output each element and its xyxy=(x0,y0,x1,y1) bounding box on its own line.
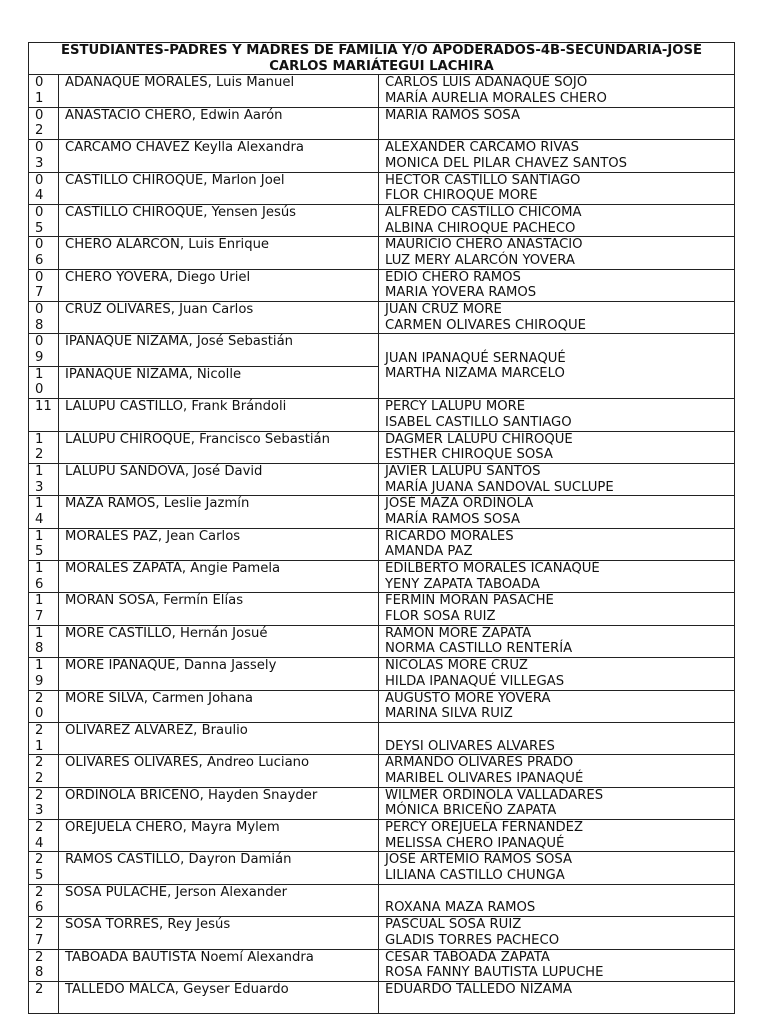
parent-name: EDUARDO TALLEDO NIZAMA xyxy=(385,981,573,997)
student-name xyxy=(59,334,379,366)
student-name xyxy=(59,172,379,204)
parent-name: MELISSA CHERO IPANAQUÉ xyxy=(385,835,565,851)
parent-name: MARÍA AURELIA MORALES CHERO xyxy=(385,91,607,107)
table-row xyxy=(29,496,735,528)
row-number xyxy=(29,496,59,528)
row-number-part: 7 xyxy=(35,609,44,625)
student-name-text: OLIVARES OLIVARES, Andreo Luciano xyxy=(65,755,310,771)
student-name xyxy=(59,561,379,593)
table-row xyxy=(29,140,735,172)
row-number xyxy=(29,334,59,366)
student-name-text: TABOADA BAUTISTA Noemí Alexandra xyxy=(65,949,314,965)
parents-names xyxy=(379,690,735,722)
row-number-part: 2 xyxy=(35,447,44,463)
row-number xyxy=(29,204,59,236)
parent-name: MARÍA JUANA SANDOVAL SUCLUPE xyxy=(385,479,614,495)
row-number-part: 3 xyxy=(35,479,44,495)
parent-name: MARÍA RAMOS SOSA xyxy=(385,107,521,123)
student-name xyxy=(59,949,379,981)
row-number-part: 0 xyxy=(35,172,44,188)
row-number-part: 5 xyxy=(35,220,44,236)
parent-name: HILDA IPANAQUÉ VILLEGAS xyxy=(385,673,565,689)
parent-name: ALBINA CHIROQUE PACHECO xyxy=(385,220,576,236)
parent-name: PERCY OREJUELA FERNÁNDEZ xyxy=(385,820,583,835)
row-number xyxy=(29,787,59,819)
table-row xyxy=(29,334,735,366)
table-row xyxy=(29,528,735,560)
row-number xyxy=(29,658,59,690)
parent-name: YENY ZAPATA TABOADA xyxy=(385,576,540,592)
row-number-part: 6 xyxy=(35,252,44,268)
table-row xyxy=(29,690,735,722)
row-number-part: 2 xyxy=(35,123,44,139)
row-number-part: 9 xyxy=(35,350,44,366)
parent-name: PASCUAL SOSA RUIZ xyxy=(385,917,522,933)
row-number xyxy=(29,593,59,625)
parents-names xyxy=(379,107,735,139)
row-number-part: 4 xyxy=(35,188,44,204)
table-row xyxy=(29,949,735,981)
student-name-text: CASTILLO CHIROQUE, Yensen Jesús xyxy=(65,204,297,220)
table-row xyxy=(29,787,735,819)
student-name xyxy=(59,204,379,236)
table-row xyxy=(29,625,735,657)
row-number xyxy=(29,820,59,852)
student-name-text: OREJUELA CHERO, Mayra Mylem xyxy=(65,820,280,835)
row-number-part: 1 xyxy=(35,593,44,609)
table-row xyxy=(29,561,735,593)
parent-name xyxy=(385,885,734,901)
table-row xyxy=(29,75,735,107)
parents-names xyxy=(379,561,735,593)
students-parents-table xyxy=(28,42,735,1014)
student-name-text: IPANAQUE NIZAMA, Nicolle xyxy=(65,366,242,382)
row-number-part: 0 xyxy=(35,302,44,317)
row-number-part: 1 xyxy=(35,463,44,479)
parents-names xyxy=(379,820,735,852)
row-number xyxy=(29,269,59,301)
parents-names xyxy=(379,269,735,301)
table-row xyxy=(29,722,735,754)
parent-name: MARINA SILVA RUIZ xyxy=(385,706,513,722)
parent-name: JUAN CRUZ MORE xyxy=(385,302,502,317)
table-row xyxy=(29,107,735,139)
table-row xyxy=(29,269,735,301)
student-name-text: MORAN SOSA, Fermín Elías xyxy=(65,593,244,609)
title-row xyxy=(29,43,735,75)
row-number xyxy=(29,140,59,172)
row-number xyxy=(29,431,59,463)
student-name-text: LALUPU SANDOVA, José David xyxy=(65,463,263,479)
table-row xyxy=(29,204,735,236)
parent-name: PERCY LALUPÚ MORE xyxy=(385,399,526,415)
parents-names xyxy=(379,140,735,172)
student-name xyxy=(59,107,379,139)
parent-name: JAVIER LALUPÚ SANTOS xyxy=(385,463,541,479)
parent-name: JUAN IPANAQUÉ SERNAQUÉ xyxy=(385,350,566,366)
student-name xyxy=(59,755,379,787)
document-sheet xyxy=(28,42,734,1014)
row-number-part: 5 xyxy=(35,544,44,560)
student-name xyxy=(59,820,379,852)
row-number xyxy=(29,981,59,1013)
parent-name: CESAR TABOADA ZAPATA xyxy=(385,949,550,965)
row-number-part: 2 xyxy=(35,820,44,835)
table-row xyxy=(29,302,735,334)
student-name-text: SOSA TORRES, Rey Jesús xyxy=(65,917,231,933)
title-line-1: ESTUDIANTES-PADRES Y MADRES DE FAMILIA Y/O APODERADOS-4B-SECUNDARIA-JOSÉ xyxy=(60,43,703,58)
parent-name: ROXANA MAZA RAMOS xyxy=(385,900,536,916)
student-name xyxy=(59,528,379,560)
parent-name: HECTOR CASTILLO SANTIAGO xyxy=(385,172,581,188)
row-number xyxy=(29,399,59,431)
student-name xyxy=(59,917,379,949)
student-name xyxy=(59,496,379,528)
parents-names xyxy=(379,755,735,787)
row-number-part: 2 xyxy=(35,787,44,803)
table-row xyxy=(29,917,735,949)
student-name xyxy=(59,269,379,301)
student-name-text: CRUZ OLIVARES, Juan Carlos xyxy=(65,302,254,317)
parent-name: RAMON MORE ZAPATA xyxy=(385,625,532,641)
parent-name: JOSÉ MAZA ORDINOLA xyxy=(385,496,534,512)
table-row xyxy=(29,820,735,852)
row-number-part: 0 xyxy=(35,107,44,123)
row-number xyxy=(29,561,59,593)
row-number-part: 2 xyxy=(35,981,44,997)
parent-name: EDIO CHERO RAMOS xyxy=(385,269,521,285)
row-number-part xyxy=(35,998,58,1014)
table-row xyxy=(29,852,735,884)
row-number xyxy=(29,75,59,107)
parent-name: RICARDO MORALES xyxy=(385,528,514,544)
parent-name xyxy=(385,123,734,139)
row-number xyxy=(29,917,59,949)
parents-names xyxy=(379,949,735,981)
row-number xyxy=(29,755,59,787)
row-number-part: 1 xyxy=(35,528,44,544)
parents-names xyxy=(379,204,735,236)
row-number-part: 2 xyxy=(35,917,44,933)
row-number-part: 2 xyxy=(35,884,44,900)
parent-name: ARMANDO OLIVARES PRADO xyxy=(385,755,574,771)
parents-names xyxy=(379,852,735,884)
row-number xyxy=(29,722,59,754)
parents-names xyxy=(379,658,735,690)
parent-name: DEYSI OLIVARES ALVARES xyxy=(385,738,555,754)
table-row xyxy=(29,431,735,463)
parent-name: ISABEL CASTILLO SANTIAGO xyxy=(385,414,572,430)
parents-names xyxy=(379,981,735,1013)
student-name xyxy=(59,690,379,722)
student-name xyxy=(59,722,379,754)
row-number-part: 3 xyxy=(35,803,44,819)
parents-names xyxy=(379,463,735,495)
student-name xyxy=(59,237,379,269)
row-number-part: 0 xyxy=(35,706,44,722)
row-number-part: 5 xyxy=(35,868,44,884)
table-row xyxy=(29,237,735,269)
student-name-text: IPANAQUE NIZAMA, José Sebastián xyxy=(65,334,294,350)
parent-name xyxy=(385,723,734,739)
parent-name: MAURICIO CHERO ANASTACIO xyxy=(385,237,583,253)
row-number-part: 0 xyxy=(35,75,44,91)
row-number xyxy=(29,463,59,495)
student-name xyxy=(59,399,379,431)
parent-name: EDILBERTO MORALES ICANAQUÉ xyxy=(385,561,600,576)
student-name-text: CARCAMO CHAVEZ Keylla Alexandra xyxy=(65,140,304,156)
row-number-part: 1 xyxy=(35,366,44,382)
parent-name: MARTHA NIZAMA MARCELO xyxy=(385,366,565,382)
row-number-part: 1 xyxy=(35,561,44,576)
parent-name: NICOLAS MORE CRUZ xyxy=(385,658,528,674)
row-number-part xyxy=(35,415,58,431)
row-number-part: 2 xyxy=(35,690,44,706)
table-row xyxy=(29,399,735,431)
row-number-part: 11 xyxy=(35,399,52,415)
student-name xyxy=(59,787,379,819)
table-row xyxy=(29,981,735,1013)
student-name-text: CHERO ALARCON, Luis Enrique xyxy=(65,237,270,253)
parent-name: ALFREDO CASTILLO CHICOMA xyxy=(385,204,582,220)
parent-name: LUZ MERY ALARCÓN YOVERA xyxy=(385,252,575,268)
parent-name: WILMER ORDINOLA VALLADARES xyxy=(385,787,604,803)
row-number xyxy=(29,852,59,884)
row-number-part: 2 xyxy=(35,722,44,738)
student-name-text: ADANAQUE MORALES, Luis Manuel xyxy=(65,75,295,91)
student-name-text: LALUPU CHIROQUE, Francisco Sebastián xyxy=(65,431,330,447)
row-number-part: 8 xyxy=(35,317,44,333)
student-name-text: SOSA PULACHE, Jerson Alexander xyxy=(65,884,288,900)
parent-name: ALEXANDER CARCAMO RIVAS xyxy=(385,140,579,156)
row-number-part: 0 xyxy=(35,334,44,350)
row-number xyxy=(29,528,59,560)
student-name xyxy=(59,884,379,916)
parent-name: AUGUSTO MORE YOVERA xyxy=(385,690,551,706)
row-number-part: 2 xyxy=(35,949,44,965)
parent-name: ROSA FANNY BAUTISTA LUPUCHE xyxy=(385,965,604,981)
table-row xyxy=(29,755,735,787)
student-name-text: MORE IPANAQUE, Danna Jassely xyxy=(65,658,277,674)
parents-names xyxy=(379,302,735,334)
student-name xyxy=(59,981,379,1013)
row-number-part: 8 xyxy=(35,641,44,657)
row-number-part: 0 xyxy=(35,237,44,253)
row-number-part: 1 xyxy=(35,431,44,447)
table-title xyxy=(29,43,735,75)
student-name xyxy=(59,431,379,463)
row-number-part: 6 xyxy=(35,900,44,916)
row-number-part: 9 xyxy=(35,673,44,689)
parents-names xyxy=(379,625,735,657)
parents-names xyxy=(379,787,735,819)
parents-names xyxy=(379,917,735,949)
parent-name: MÓNICA BRICEÑO ZAPATA xyxy=(385,803,557,819)
parent-name: MARIBEL OLIVARES IPANAQUÉ xyxy=(385,770,584,786)
table-row xyxy=(29,593,735,625)
parent-name: FERMIN MORAN PASACHE xyxy=(385,593,554,609)
student-name-text: MORE CASTILLO, Hernán Josué xyxy=(65,625,268,641)
row-number-part: 2 xyxy=(35,852,44,868)
row-number-part: 8 xyxy=(35,965,44,981)
student-name-text: MAZA RAMOS, Leslie Jazmín xyxy=(65,496,250,512)
parent-name: JOSÉ ARTEMIO RAMOS SOSA xyxy=(385,852,572,868)
student-name xyxy=(59,366,379,398)
row-number-part: 2 xyxy=(35,755,44,771)
row-number-part: 1 xyxy=(35,496,44,512)
row-number-part: 0 xyxy=(35,204,44,220)
parents-names xyxy=(379,399,735,431)
student-name xyxy=(59,463,379,495)
row-number-part: 0 xyxy=(35,382,44,398)
row-number-part: 0 xyxy=(35,140,44,156)
student-name-text: LALUPU CASTILLO, Frank Brándoli xyxy=(65,399,287,415)
parents-names xyxy=(379,593,735,625)
parents-names xyxy=(379,237,735,269)
row-number xyxy=(29,107,59,139)
student-name-text: CHERO YOVERA, Diego Uriel xyxy=(65,269,251,285)
parents-names xyxy=(379,75,735,107)
parent-name: CARLOS LUIS ADANAQUÉ SOJO xyxy=(385,75,588,91)
table-row xyxy=(29,884,735,916)
student-name xyxy=(59,625,379,657)
row-number-part: 3 xyxy=(35,155,44,171)
student-name-text: RAMOS CASTILLO, Dayron Damián xyxy=(65,852,292,868)
row-number xyxy=(29,172,59,204)
row-number xyxy=(29,237,59,269)
parent-name: FLOR SOSA RUIZ xyxy=(385,609,496,625)
student-name xyxy=(59,593,379,625)
row-number-part: 2 xyxy=(35,770,44,786)
parents-names xyxy=(379,334,735,399)
row-number-part: 1 xyxy=(35,91,44,107)
student-name xyxy=(59,140,379,172)
student-name xyxy=(59,302,379,334)
parent-name: DAGMER LALUPÚ CHIROQUE xyxy=(385,431,573,447)
parents-names xyxy=(379,528,735,560)
parent-name: ESTHER CHIROQUE SOSA xyxy=(385,447,553,463)
parents-names xyxy=(379,431,735,463)
row-number-part: 7 xyxy=(35,285,44,301)
row-number-part: 0 xyxy=(35,269,44,285)
parents-names xyxy=(379,884,735,916)
student-name-text: CASTILLO CHIROQUE, Marlon Joel xyxy=(65,172,285,188)
student-name-text: TALLEDO MALCA, Geyser Eduardo xyxy=(65,981,289,997)
parents-names xyxy=(379,722,735,754)
student-name-text: OLIVAREZ ALVAREZ, Braulio xyxy=(65,722,248,738)
row-number xyxy=(29,690,59,722)
parent-name: MARIA YOVERA RAMOS xyxy=(385,285,537,301)
parent-name: LILIANA CASTILLO CHUNGA xyxy=(385,868,565,884)
table-row xyxy=(29,172,735,204)
row-number-part: 1 xyxy=(35,625,44,641)
row-number xyxy=(29,884,59,916)
parent-name: AMANDA PAZ xyxy=(385,544,473,560)
parent-name: MONICA DEL PILAR CHAVEZ SANTOS xyxy=(385,155,628,171)
row-number-part: 4 xyxy=(35,835,44,851)
student-name-text: ANASTACIO CHERO, Edwin Aarón xyxy=(65,107,283,123)
student-name xyxy=(59,658,379,690)
row-number xyxy=(29,949,59,981)
student-name xyxy=(59,75,379,107)
parent-name: MARÍA RAMOS SOSA xyxy=(385,511,521,527)
student-name-text: MORE SILVA, Carmen Johana xyxy=(65,690,254,706)
parent-name: GLADIS TORRES PACHECO xyxy=(385,932,560,948)
row-number-part: 6 xyxy=(35,576,44,592)
title-line-2: CARLOS MARIÁTEGUI LACHIRA xyxy=(269,58,494,74)
row-number-part: 1 xyxy=(35,658,44,674)
parent-name: CARMEN OLIVARES CHIROQUE xyxy=(385,317,586,333)
row-number-part: 7 xyxy=(35,932,44,948)
row-number xyxy=(29,366,59,398)
parent-name: FLOR CHIROQUE MORE xyxy=(385,188,538,204)
student-name-text: ORDINOLA BRICEÑO, Hayden Snayder xyxy=(65,787,318,803)
parent-name: NORMA CASTILLO RENTERÍA xyxy=(385,641,573,657)
parents-names xyxy=(379,172,735,204)
table-row xyxy=(29,658,735,690)
row-number xyxy=(29,625,59,657)
student-name-text: MORALES PAZ, Jean Carlos xyxy=(65,528,241,544)
row-number-part: 1 xyxy=(35,738,44,754)
student-name-text: MORALES ZAPATA, Angie Pamela xyxy=(65,561,281,576)
row-number xyxy=(29,302,59,334)
table-row xyxy=(29,463,735,495)
row-number-part: 4 xyxy=(35,511,44,527)
student-name xyxy=(59,852,379,884)
parents-names xyxy=(379,496,735,528)
